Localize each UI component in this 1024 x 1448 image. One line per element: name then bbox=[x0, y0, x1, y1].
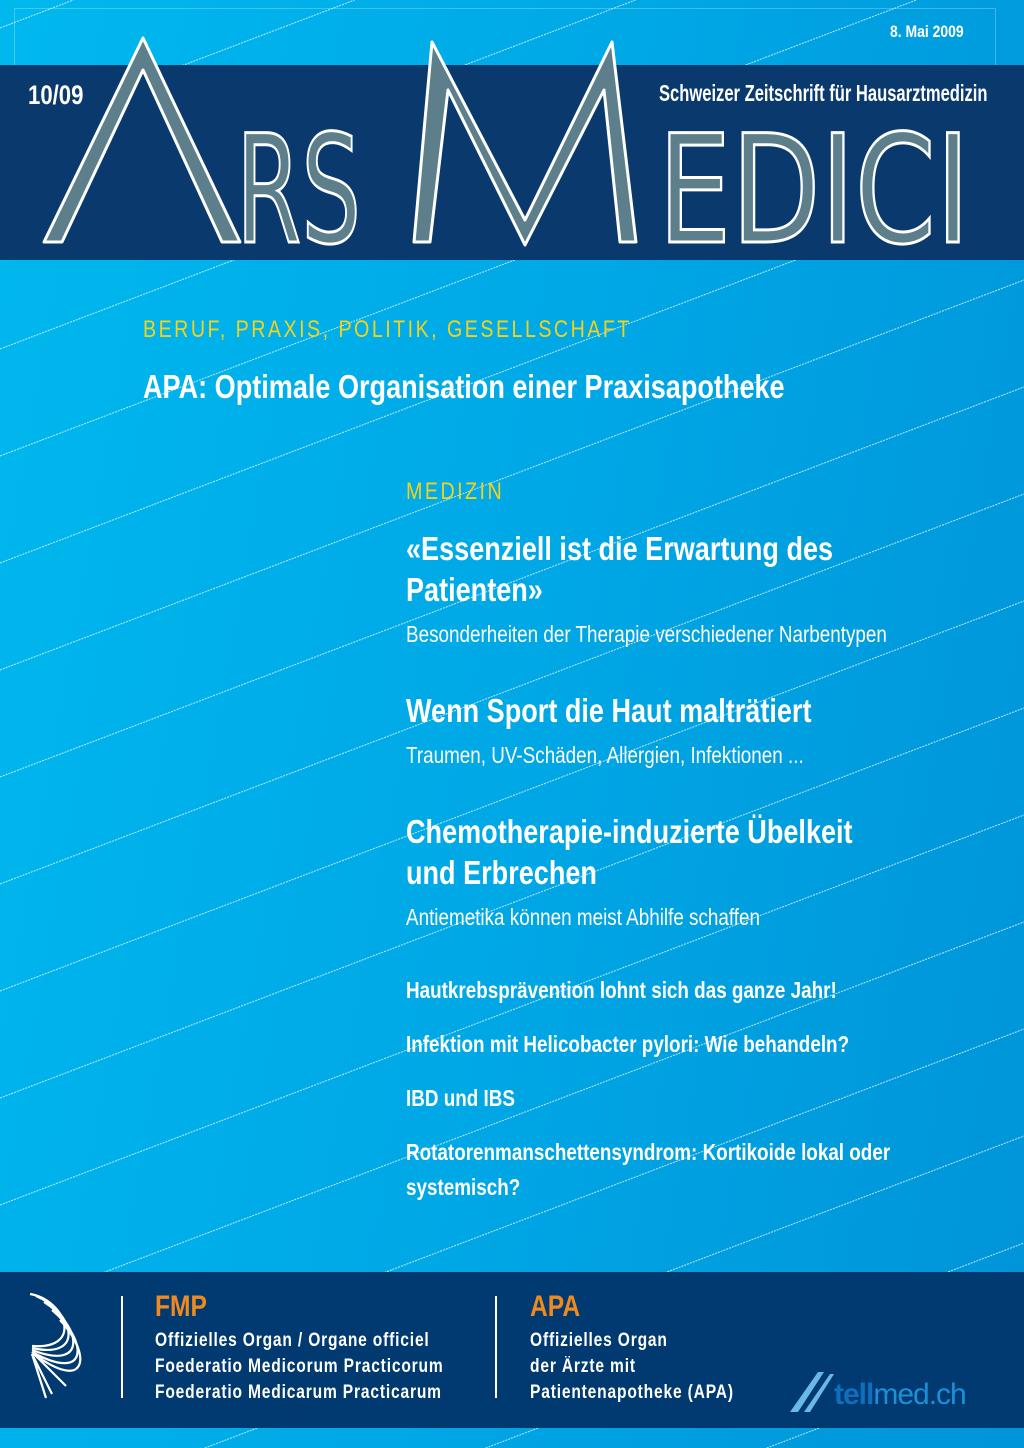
tellmed-swoosh-icon bbox=[788, 1370, 834, 1412]
short-item[interactable]: systemisch? bbox=[406, 1174, 521, 1200]
apa-name: APA bbox=[530, 1290, 581, 1323]
article-title[interactable]: Chemotherapie-induzierte Übelkeit bbox=[406, 813, 853, 850]
article-subtitle: Traumen, UV-Schäden, Allergien, Infektionen ... bbox=[406, 742, 804, 768]
short-item[interactable]: IBD und IBS bbox=[406, 1085, 515, 1111]
short-item[interactable]: Rotatorenmanschettensyndrom: Kortikoide lokal oder bbox=[406, 1139, 891, 1165]
article-title[interactable]: Wenn Sport die Haut malträtiert bbox=[406, 692, 812, 729]
issue-number: 10/09 bbox=[28, 80, 84, 110]
tellmed-logo[interactable]: tellmed.ch bbox=[788, 1370, 966, 1412]
apa-line: Offizielles Organ bbox=[530, 1330, 668, 1351]
diagonal-line bbox=[0, 601, 1024, 991]
short-item[interactable]: Infektion mit Helicobacter pylori: Wie behandeln? bbox=[406, 1031, 850, 1057]
apa-line: Patientenapotheke (APA) bbox=[530, 1382, 734, 1403]
fmp-line: Foederatio Medicorum Practicorum bbox=[155, 1356, 444, 1377]
svg-text:EDICI: EDICI bbox=[658, 104, 970, 260]
tagline: Schweizer Zeitschrift für Hausarztmedizin bbox=[659, 80, 988, 106]
article-title[interactable]: «Essenziell ist die Erwartung des bbox=[406, 530, 834, 567]
article-subtitle: Besonderheiten der Therapie verschiedener Narbentypen bbox=[406, 621, 887, 647]
fmp-line: Offizielles Organ / Organe officiel bbox=[155, 1330, 430, 1351]
issue-date: 8. Mai 2009 bbox=[890, 22, 964, 41]
short-item[interactable]: Hautkrebsprävention lohnt sich das ganze Jahr! bbox=[406, 977, 837, 1003]
headline-apa[interactable]: APA: Optimale Organisation einer Praxisapotheke bbox=[143, 368, 785, 405]
footer-divider bbox=[121, 1296, 123, 1398]
svg-text:RS: RS bbox=[236, 104, 361, 260]
ars-medici-logo bbox=[0, 30, 1024, 260]
fmp-line: Foederatio Medicarum Practicarum bbox=[155, 1382, 442, 1403]
fmp-name: FMP bbox=[155, 1290, 207, 1323]
article-subtitle: Antiemetika können meist Abhilfe schaffen bbox=[406, 904, 761, 930]
article-title[interactable]: Patienten» bbox=[406, 571, 543, 608]
article-title[interactable]: und Erbrechen bbox=[406, 854, 597, 891]
apa-line: der Ärzte mit bbox=[530, 1356, 636, 1377]
section-label-medizin: MEDIZIN bbox=[406, 478, 505, 505]
footer-divider bbox=[495, 1296, 497, 1398]
fmp-logo-icon bbox=[26, 1290, 98, 1402]
section-label-beruf: BERUF, PRAXIS, POLITIK, GESELLSCHAFT bbox=[143, 316, 632, 343]
